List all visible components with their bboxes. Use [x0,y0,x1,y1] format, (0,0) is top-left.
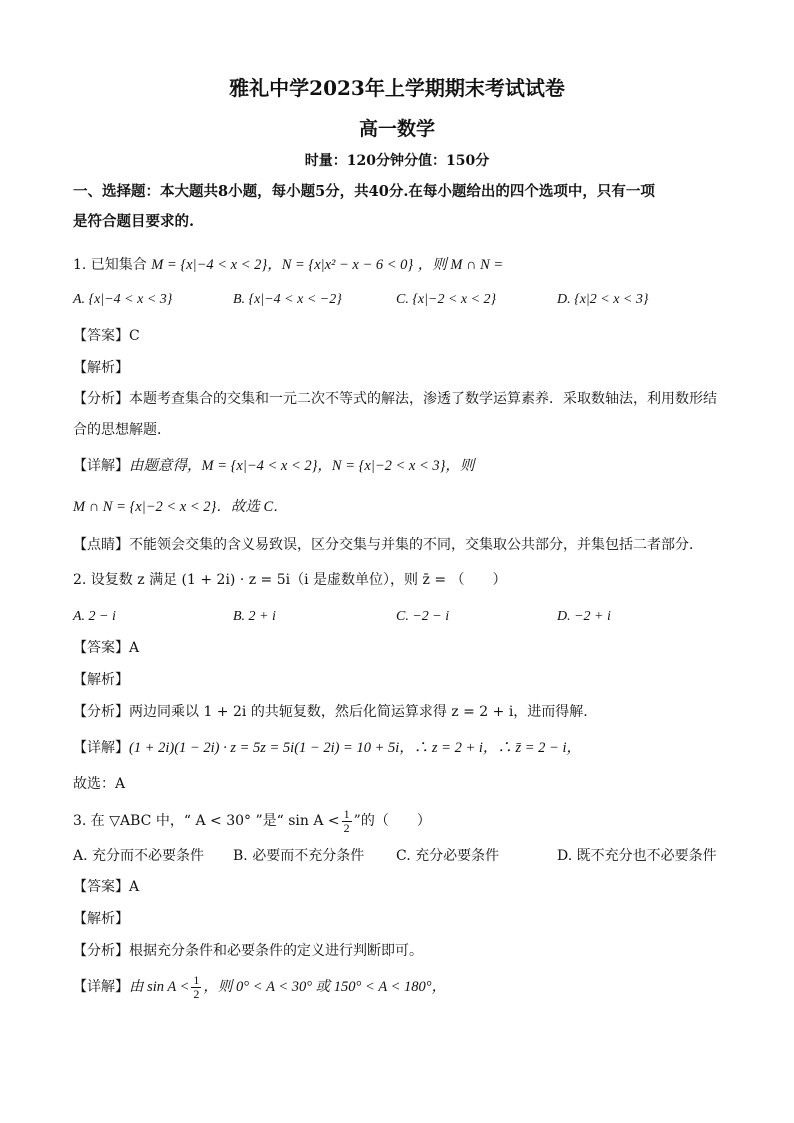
q1-fenxi-text1: 本题考查集合的交集和一元二次不等式的解法，渗透了数学运算素养．采取数轴法，利用数形结 [129,391,717,407]
q3-option-d: D. 既不充分也不必要条件 [557,848,717,864]
q3-fenxi [73,941,423,961]
q2-fenxi [73,702,588,722]
q1-dianjing-text: 不能领会交集的含义易致误，区分交集与并集的不同，交集取公共部分，并集包括二者部分． [129,537,703,553]
q3-option-b: B. 必要而不充分条件 [233,848,365,864]
fraction-denominator: 2 [193,986,200,1001]
q1-option-d: D. {x|2 < x < 3} [557,292,649,307]
q1-answer-value: C [129,328,140,344]
fenxi-tag: 【分析】 [73,391,129,407]
q3-xiangjie-b: ，则 0° < A < 30° 或 150° < A < 180°， [203,979,447,995]
q1-xiangjie-text1: 由题意得，M = {x|−4 < x < 2}，N = {x|−2 < x < 3}，则 [129,458,475,474]
q2-option-c: C. −2 − i [396,609,450,624]
answer-tag: 【答案】 [73,640,129,656]
q1-dianjing [73,535,703,555]
fraction-one-half [342,808,352,835]
q3-analysis-tag: 【解析】 [73,911,129,927]
fraction-denominator: 2 [343,820,350,835]
exam-subject: 高一数学 [358,118,435,140]
exam-title: 雅礼中学2023年上学期期末考试试卷 [229,76,565,100]
q2-fenxi-text: 两边同乘以 1 + 2i 的共轭复数，然后化简运算求得 z = 2 + i，进而得解. [129,704,588,720]
q3-stem-a: 3. 在 ▽ABC 中，“ A < 30° ”是“ sin A < [73,813,340,829]
section-heading-line1: 一、选择题：本大题共8小题，每小题5分，共40分.在每小题给出的四个选项中，只有一项 [73,183,655,200]
q1-answer [73,326,140,346]
xiangjie-tag: 【详解】 [73,979,129,995]
fraction-one-half [191,974,201,1001]
fraction-numerator: 1 [193,972,200,987]
q2-stem: 2. 设复数 z 满足 (1 + 2i) · z = 5i（i 是虚数单位），则 z̄ = （ ） [73,572,507,588]
q1-option-b: B. {x|−4 < x < −2} [233,292,342,307]
q3-answer [73,877,139,897]
dianjing-tag: 【点睛】 [73,537,129,553]
fraction-numerator: 1 [343,806,350,821]
q2-answer [73,638,139,658]
q1-stem [73,255,503,275]
q1-option-a: A. {x|−4 < x < 3} [73,292,173,307]
q3-stem [73,806,431,836]
q1-prefix: 1. 已知集合 [73,257,147,273]
q1-suffix: ，则 M ∩ N = [417,257,504,273]
answer-tag: 【答案】 [73,879,129,895]
q3-fenxi-text: 根据充分条件和必要条件的定义进行判断即可。 [129,943,423,959]
q1-analysis-tag: 【解析】 [73,360,129,376]
q2-answer-value: A [129,640,140,656]
q2-xiangjie-text: (1 + 2i)(1 − 2i) · z = 5z = 5i(1 − 2i) = 10 + 5i，∴ z = 2 + i，∴ z̄ = 2 − i， [129,740,581,756]
q3-stem-b: ”的（ ） [353,813,431,829]
q2-analysis-tag: 【解析】 [73,672,129,688]
xiangjie-tag: 【详解】 [73,458,129,474]
q3-option-a: A. 充分而不必要条件 [73,848,205,864]
q3-option-c: C. 充分必要条件 [396,848,500,864]
q2-option-b: B. 2 + i [233,609,276,624]
answer-tag: 【答案】 [73,328,129,344]
q1-math: M = {x|−4 < x < 2}，N = {x|x² − x − 6 < 0} [151,257,414,273]
section-heading-line2: 是符合题目要求的. [73,213,195,230]
q1-fenxi-line2: 合的思想解题． [73,422,171,438]
q2-option-a: A. 2 − i [73,609,116,624]
xiangjie-tag: 【详解】 [73,740,129,756]
fenxi-tag: 【分析】 [73,704,129,720]
exam-meta: 时量：120分钟分值：150分 [304,153,490,169]
q2-conclusion: 故选：A [73,776,126,792]
q1-option-c: C. {x|−2 < x < 2} [396,292,497,307]
q2-xiangjie [73,738,581,758]
q3-xiangjie [73,972,446,1002]
q2-option-d: D. −2 + i [557,609,611,624]
q1-xiangjie-line1 [73,456,474,476]
q3-answer-value: A [129,879,140,895]
q1-fenxi-line1 [73,389,717,409]
fenxi-tag: 【分析】 [73,943,129,959]
q3-xiangjie-a: 由 sin A < [129,979,190,995]
q1-xiangjie-line2: M ∩ N = {x|−2 < x < 2}．故选 C． [73,499,288,515]
